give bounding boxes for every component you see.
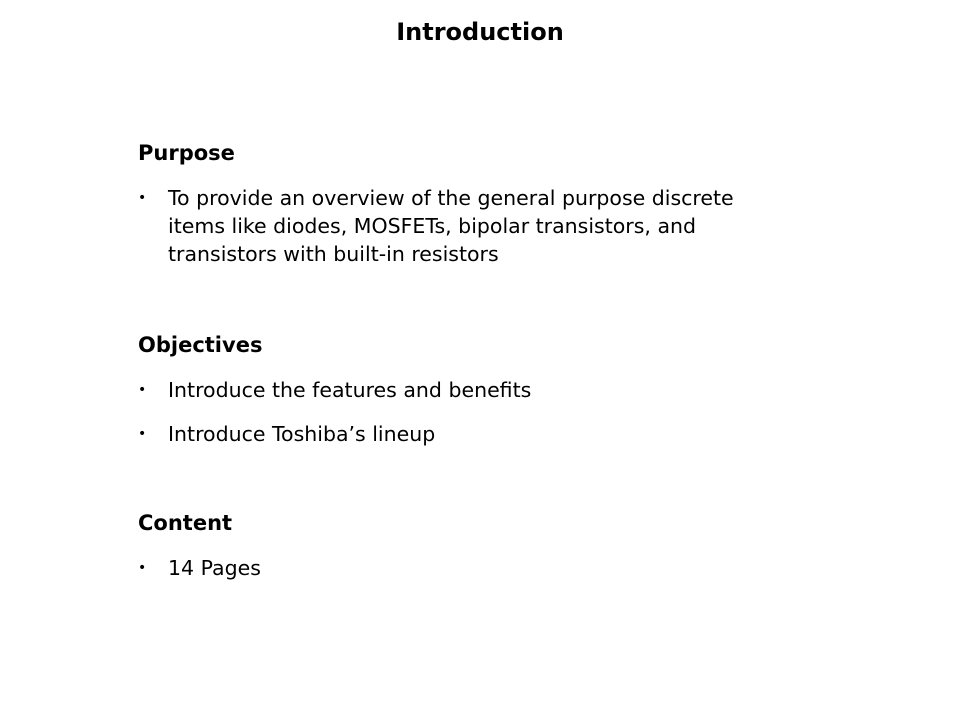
objectives-heading: Objectives <box>138 333 263 357</box>
bullet-icon: • <box>138 382 147 398</box>
slide-title: Introduction <box>396 18 564 46</box>
purpose-bullet-list <box>138 184 838 268</box>
list-item <box>138 554 838 582</box>
content-heading: Content <box>138 511 233 535</box>
bullet-icon: • <box>138 426 147 442</box>
objectives-section <box>138 331 838 448</box>
objective-text: Introduce the features and benefits <box>168 378 532 402</box>
objectives-bullet-list <box>138 376 838 448</box>
bullet-icon: • <box>138 190 147 206</box>
objective-text: Introduce Toshiba’s lineup <box>168 422 436 446</box>
content-section <box>138 509 838 582</box>
content-text: 14 Pages <box>168 556 261 580</box>
bullet-icon: • <box>138 560 147 576</box>
purpose-section <box>138 139 838 268</box>
purpose-bullet-text: To provide an overview of the general purpose discrete items like diodes, MOSFETs, bipolar transistors, and transistors with built-in resistors <box>168 186 734 266</box>
content-bullet-list <box>138 554 838 582</box>
list-item <box>138 420 838 448</box>
list-item <box>138 376 838 404</box>
purpose-heading: Purpose <box>138 141 235 165</box>
list-item <box>138 184 838 268</box>
